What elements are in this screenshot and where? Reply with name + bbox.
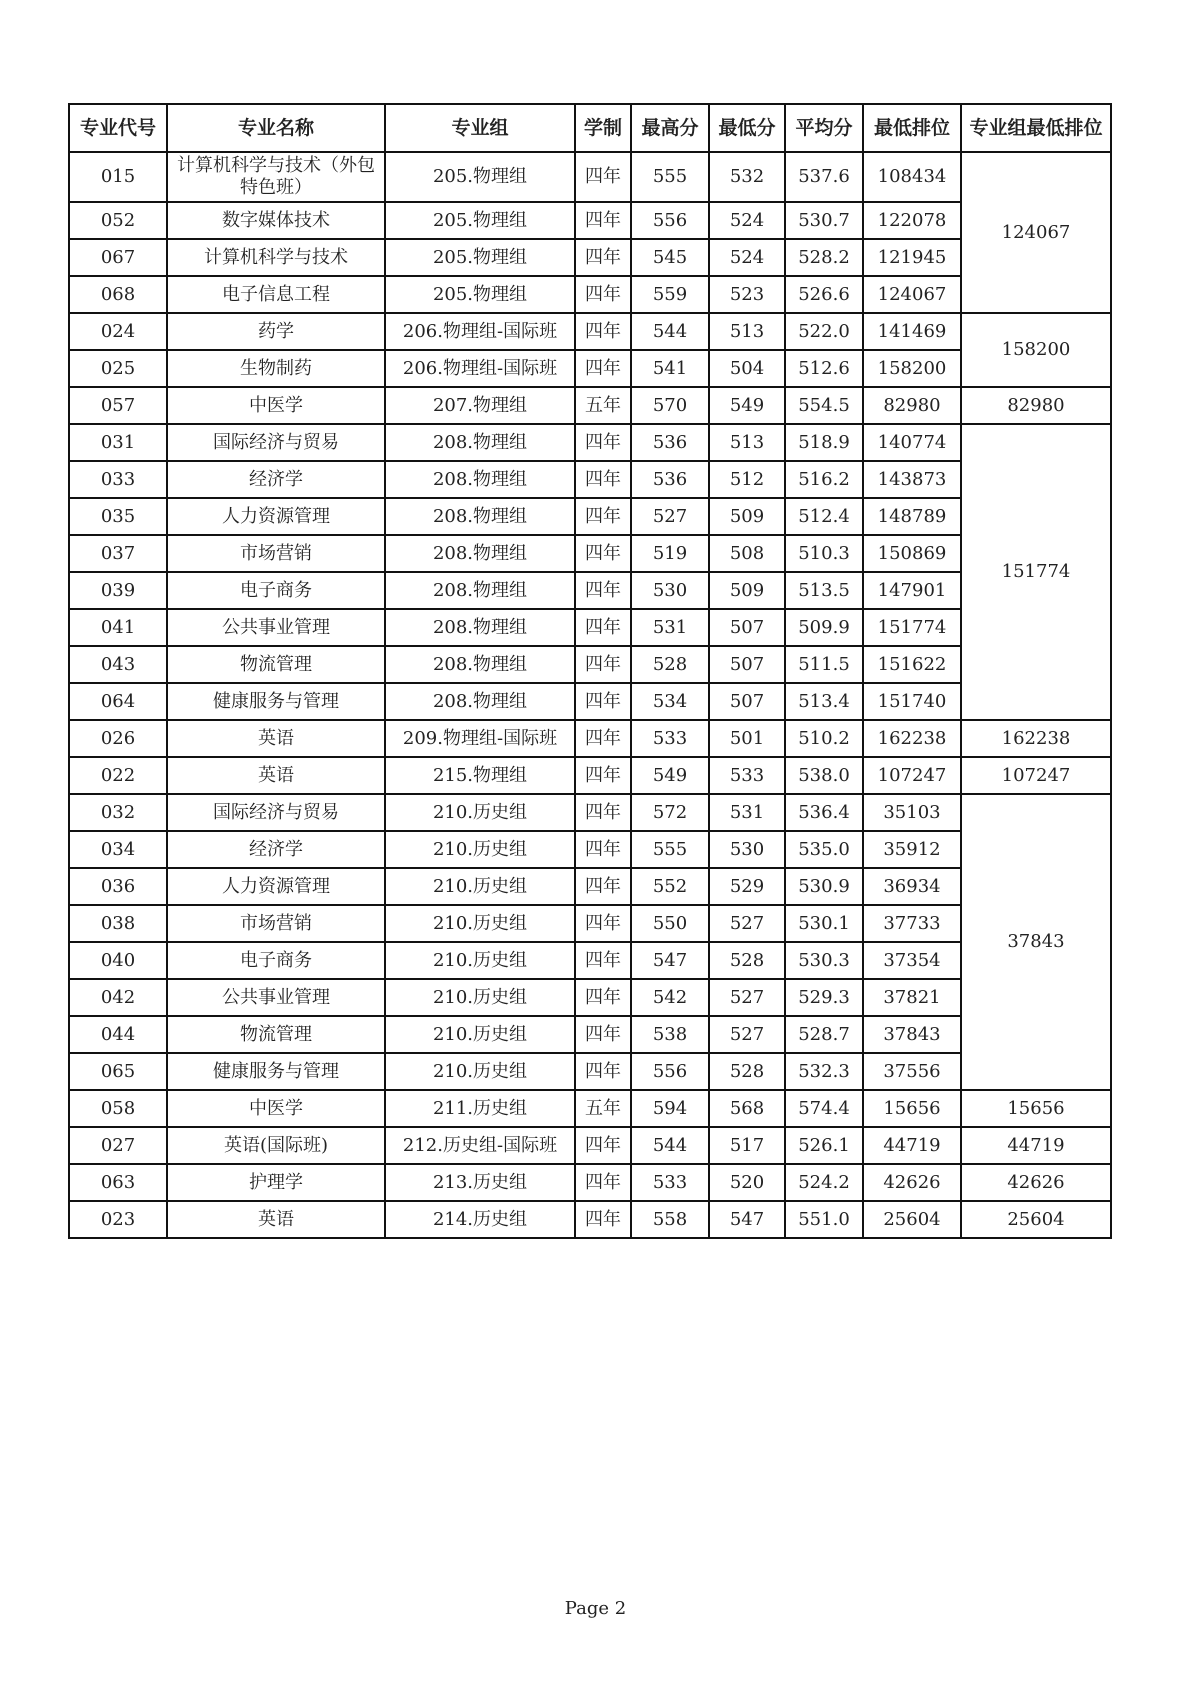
cell-duration: 四年: [575, 831, 631, 868]
cell-major-code: 033: [69, 461, 167, 498]
cell-min-rank: 121945: [863, 239, 961, 276]
cell-duration: 四年: [575, 683, 631, 720]
table-row: [69, 424, 1111, 461]
table-row: [69, 387, 1111, 424]
table-row: [69, 1201, 1111, 1238]
cell-major-name: 物流管理: [167, 1016, 385, 1053]
cell-min-score: 512: [709, 461, 785, 498]
cell-duration: 四年: [575, 152, 631, 202]
cell-avg-score: 513.5: [785, 572, 863, 609]
cell-max-score: 549: [631, 757, 709, 794]
cell-max-score: 536: [631, 461, 709, 498]
cell-major-group: 207.物理组: [385, 387, 575, 424]
header-major-name: 专业名称: [167, 104, 385, 152]
header-major-group: 专业组: [385, 104, 575, 152]
cell-major-code: 035: [69, 498, 167, 535]
cell-major-code: 027: [69, 1127, 167, 1164]
cell-min-rank: 25604: [863, 1201, 961, 1238]
cell-group-min-rank: 158200: [961, 313, 1111, 387]
cell-duration: 五年: [575, 1090, 631, 1127]
cell-max-score: 536: [631, 424, 709, 461]
cell-major-group: 210.历史组: [385, 868, 575, 905]
cell-max-score: 544: [631, 1127, 709, 1164]
cell-min-score: 529: [709, 868, 785, 905]
cell-major-group: 205.物理组: [385, 276, 575, 313]
cell-major-code: 057: [69, 387, 167, 424]
cell-avg-score: 538.0: [785, 757, 863, 794]
cell-min-score: 509: [709, 572, 785, 609]
cell-min-score: 507: [709, 646, 785, 683]
cell-duration: 四年: [575, 979, 631, 1016]
cell-avg-score: 574.4: [785, 1090, 863, 1127]
table-row: [69, 905, 1111, 942]
cell-duration: 四年: [575, 239, 631, 276]
cell-max-score: 570: [631, 387, 709, 424]
cell-min-rank: 35103: [863, 794, 961, 831]
table-row: [69, 1127, 1111, 1164]
cell-major-name: 健康服务与管理: [167, 1053, 385, 1090]
cell-max-score: 544: [631, 313, 709, 350]
cell-min-score: 527: [709, 979, 785, 1016]
cell-min-score: 513: [709, 313, 785, 350]
cell-min-rank: 15656: [863, 1090, 961, 1127]
cell-min-rank: 44719: [863, 1127, 961, 1164]
cell-avg-score: 522.0: [785, 313, 863, 350]
cell-avg-score: 529.3: [785, 979, 863, 1016]
cell-min-score: 524: [709, 202, 785, 239]
cell-group-min-rank: 107247: [961, 757, 1111, 794]
cell-min-score: 501: [709, 720, 785, 757]
table-row: [69, 350, 1111, 387]
cell-min-rank: 37354: [863, 942, 961, 979]
cell-duration: 四年: [575, 720, 631, 757]
cell-min-rank: 151622: [863, 646, 961, 683]
table-row: [69, 646, 1111, 683]
cell-major-code: 043: [69, 646, 167, 683]
cell-max-score: 519: [631, 535, 709, 572]
cell-min-rank: 124067: [863, 276, 961, 313]
cell-duration: 四年: [575, 609, 631, 646]
cell-duration: 四年: [575, 572, 631, 609]
cell-major-group: 208.物理组: [385, 535, 575, 572]
cell-major-group: 210.历史组: [385, 979, 575, 1016]
cell-major-name: 英语: [167, 720, 385, 757]
cell-min-rank: 82980: [863, 387, 961, 424]
cell-avg-score: 528.7: [785, 1016, 863, 1053]
table-row: [69, 572, 1111, 609]
cell-min-rank: 148789: [863, 498, 961, 535]
table-row: [69, 720, 1111, 757]
cell-min-rank: 107247: [863, 757, 961, 794]
table-row: [69, 683, 1111, 720]
cell-major-code: 031: [69, 424, 167, 461]
cell-group-min-rank: 162238: [961, 720, 1111, 757]
cell-min-rank: 108434: [863, 152, 961, 202]
cell-major-group: 214.历史组: [385, 1201, 575, 1238]
cell-group-min-rank: 15656: [961, 1090, 1111, 1127]
cell-major-name: 英语: [167, 1201, 385, 1238]
cell-major-group: 213.历史组: [385, 1164, 575, 1201]
cell-max-score: 528: [631, 646, 709, 683]
cell-major-code: 041: [69, 609, 167, 646]
table-row: [69, 461, 1111, 498]
cell-major-code: 040: [69, 942, 167, 979]
cell-avg-score: 532.3: [785, 1053, 863, 1090]
cell-major-group: 205.物理组: [385, 152, 575, 202]
cell-major-group: 210.历史组: [385, 905, 575, 942]
cell-duration: 四年: [575, 794, 631, 831]
cell-min-rank: 37843: [863, 1016, 961, 1053]
cell-major-code: 034: [69, 831, 167, 868]
cell-major-group: 210.历史组: [385, 942, 575, 979]
cell-major-code: 023: [69, 1201, 167, 1238]
cell-major-code: 015: [69, 152, 167, 202]
cell-group-min-rank: 151774: [961, 424, 1111, 720]
cell-avg-score: 512.4: [785, 498, 863, 535]
cell-min-rank: 162238: [863, 720, 961, 757]
cell-max-score: 545: [631, 239, 709, 276]
table-header-row: [69, 104, 1111, 152]
cell-major-group: 206.物理组-国际班: [385, 350, 575, 387]
header-group-min-rank: 专业组最低排位: [961, 104, 1111, 152]
cell-major-code: 042: [69, 979, 167, 1016]
cell-duration: 四年: [575, 350, 631, 387]
cell-min-score: 517: [709, 1127, 785, 1164]
cell-max-score: 556: [631, 202, 709, 239]
cell-group-min-rank: 37843: [961, 794, 1111, 1090]
cell-major-code: 068: [69, 276, 167, 313]
cell-min-rank: 147901: [863, 572, 961, 609]
cell-duration: 四年: [575, 276, 631, 313]
table-row: [69, 868, 1111, 905]
cell-avg-score: 513.4: [785, 683, 863, 720]
cell-major-name: 生物制药: [167, 350, 385, 387]
cell-major-code: 039: [69, 572, 167, 609]
page-number: Page 2: [564, 1598, 627, 1619]
table-row: [69, 831, 1111, 868]
cell-major-name: 国际经济与贸易: [167, 794, 385, 831]
cell-major-name: 中医学: [167, 1090, 385, 1127]
cell-major-code: 037: [69, 535, 167, 572]
cell-max-score: 527: [631, 498, 709, 535]
cell-major-name: 经济学: [167, 831, 385, 868]
cell-avg-score: 528.2: [785, 239, 863, 276]
cell-min-rank: 42626: [863, 1164, 961, 1201]
cell-major-name: 人力资源管理: [167, 868, 385, 905]
cell-major-group: 208.物理组: [385, 609, 575, 646]
header-min-rank: 最低排位: [863, 104, 961, 152]
cell-avg-score: 524.2: [785, 1164, 863, 1201]
cell-min-score: 568: [709, 1090, 785, 1127]
cell-duration: 四年: [575, 1016, 631, 1053]
cell-max-score: 530: [631, 572, 709, 609]
cell-duration: 四年: [575, 757, 631, 794]
cell-major-code: 058: [69, 1090, 167, 1127]
cell-avg-score: 510.3: [785, 535, 863, 572]
table-row: [69, 239, 1111, 276]
cell-major-name: 英语(国际班): [167, 1127, 385, 1164]
cell-major-code: 024: [69, 313, 167, 350]
cell-major-name: 公共事业管理: [167, 979, 385, 1016]
cell-major-name: 中医学: [167, 387, 385, 424]
cell-min-rank: 37821: [863, 979, 961, 1016]
cell-avg-score: 530.7: [785, 202, 863, 239]
cell-min-score: 527: [709, 905, 785, 942]
cell-group-min-rank: 82980: [961, 387, 1111, 424]
cell-min-score: 549: [709, 387, 785, 424]
cell-major-group: 210.历史组: [385, 1016, 575, 1053]
cell-major-group: 208.物理组: [385, 424, 575, 461]
cell-major-name: 健康服务与管理: [167, 683, 385, 720]
cell-duration: 四年: [575, 868, 631, 905]
cell-duration: 四年: [575, 535, 631, 572]
cell-major-group: 208.物理组: [385, 683, 575, 720]
table-row: [69, 942, 1111, 979]
table-row: [69, 535, 1111, 572]
cell-max-score: 541: [631, 350, 709, 387]
cell-avg-score: 526.6: [785, 276, 863, 313]
cell-major-name: 计算机科学与技术（外包特色班）: [167, 152, 385, 202]
cell-duration: 四年: [575, 313, 631, 350]
cell-min-score: 507: [709, 683, 785, 720]
cell-avg-score: 512.6: [785, 350, 863, 387]
cell-major-name: 国际经济与贸易: [167, 424, 385, 461]
table-row: [69, 152, 1111, 202]
cell-avg-score: 535.0: [785, 831, 863, 868]
table-row: [69, 313, 1111, 350]
cell-avg-score: 530.3: [785, 942, 863, 979]
cell-avg-score: 554.5: [785, 387, 863, 424]
header-max-score: 最高分: [631, 104, 709, 152]
cell-max-score: 533: [631, 720, 709, 757]
cell-major-group: 215.物理组: [385, 757, 575, 794]
cell-max-score: 550: [631, 905, 709, 942]
cell-duration: 四年: [575, 202, 631, 239]
cell-min-score: 524: [709, 239, 785, 276]
cell-min-score: 547: [709, 1201, 785, 1238]
cell-major-name: 数字媒体技术: [167, 202, 385, 239]
cell-major-group: 206.物理组-国际班: [385, 313, 575, 350]
cell-major-name: 计算机科学与技术: [167, 239, 385, 276]
cell-min-score: 509: [709, 498, 785, 535]
table-row: [69, 1016, 1111, 1053]
table-row: [69, 757, 1111, 794]
header-duration: 学制: [575, 104, 631, 152]
cell-min-rank: 122078: [863, 202, 961, 239]
cell-max-score: 555: [631, 831, 709, 868]
cell-max-score: 572: [631, 794, 709, 831]
cell-max-score: 542: [631, 979, 709, 1016]
cell-major-name: 电子商务: [167, 942, 385, 979]
cell-duration: 四年: [575, 1053, 631, 1090]
cell-avg-score: 530.9: [785, 868, 863, 905]
cell-group-min-rank: 124067: [961, 152, 1111, 313]
cell-major-code: 036: [69, 868, 167, 905]
cell-duration: 四年: [575, 498, 631, 535]
header-major-code: 专业代号: [69, 104, 167, 152]
table-row: [69, 498, 1111, 535]
cell-min-rank: 140774: [863, 424, 961, 461]
cell-duration: 四年: [575, 1201, 631, 1238]
cell-major-name: 电子商务: [167, 572, 385, 609]
cell-major-code: 025: [69, 350, 167, 387]
cell-group-min-rank: 44719: [961, 1127, 1111, 1164]
cell-avg-score: 551.0: [785, 1201, 863, 1238]
cell-duration: 五年: [575, 387, 631, 424]
table-row: [69, 609, 1111, 646]
cell-min-score: 528: [709, 942, 785, 979]
cell-major-group: 209.物理组-国际班: [385, 720, 575, 757]
cell-major-code: 067: [69, 239, 167, 276]
cell-avg-score: 509.9: [785, 609, 863, 646]
cell-major-name: 市场营销: [167, 905, 385, 942]
cell-major-code: 026: [69, 720, 167, 757]
cell-avg-score: 518.9: [785, 424, 863, 461]
cell-min-score: 520: [709, 1164, 785, 1201]
cell-group-min-rank: 25604: [961, 1201, 1111, 1238]
cell-major-group: 208.物理组: [385, 646, 575, 683]
cell-major-code: 063: [69, 1164, 167, 1201]
header-avg-score: 平均分: [785, 104, 863, 152]
cell-major-name: 电子信息工程: [167, 276, 385, 313]
cell-major-group: 211.历史组: [385, 1090, 575, 1127]
cell-major-code: 064: [69, 683, 167, 720]
cell-min-rank: 143873: [863, 461, 961, 498]
cell-duration: 四年: [575, 1164, 631, 1201]
cell-major-group: 208.物理组: [385, 498, 575, 535]
table-row: [69, 276, 1111, 313]
cell-duration: 四年: [575, 461, 631, 498]
cell-major-name: 护理学: [167, 1164, 385, 1201]
cell-max-score: 558: [631, 1201, 709, 1238]
cell-max-score: 556: [631, 1053, 709, 1090]
cell-avg-score: 536.4: [785, 794, 863, 831]
cell-max-score: 552: [631, 868, 709, 905]
table-row: [69, 1053, 1111, 1090]
cell-min-rank: 37733: [863, 905, 961, 942]
table-row: [69, 979, 1111, 1016]
cell-min-score: 513: [709, 424, 785, 461]
cell-min-score: 507: [709, 609, 785, 646]
cell-min-rank: 151774: [863, 609, 961, 646]
cell-major-code: 032: [69, 794, 167, 831]
cell-major-code: 044: [69, 1016, 167, 1053]
cell-major-name: 市场营销: [167, 535, 385, 572]
cell-duration: 四年: [575, 942, 631, 979]
cell-min-rank: 158200: [863, 350, 961, 387]
cell-min-score: 504: [709, 350, 785, 387]
admission-scores-table: [68, 103, 1112, 1239]
cell-major-name: 物流管理: [167, 646, 385, 683]
cell-duration: 四年: [575, 905, 631, 942]
cell-min-rank: 35912: [863, 831, 961, 868]
table-row: [69, 1090, 1111, 1127]
cell-group-min-rank: 42626: [961, 1164, 1111, 1201]
cell-major-group: 208.物理组: [385, 572, 575, 609]
cell-max-score: 594: [631, 1090, 709, 1127]
cell-min-score: 523: [709, 276, 785, 313]
cell-min-rank: 37556: [863, 1053, 961, 1090]
cell-major-code: 065: [69, 1053, 167, 1090]
cell-duration: 四年: [575, 1127, 631, 1164]
table-row: [69, 202, 1111, 239]
cell-min-rank: 36934: [863, 868, 961, 905]
cell-min-score: 532: [709, 152, 785, 202]
cell-major-group: 212.历史组-国际班: [385, 1127, 575, 1164]
cell-max-score: 534: [631, 683, 709, 720]
cell-major-name: 人力资源管理: [167, 498, 385, 535]
cell-major-group: 205.物理组: [385, 202, 575, 239]
table-row: [69, 1164, 1111, 1201]
cell-major-group: 210.历史组: [385, 1053, 575, 1090]
cell-major-code: 022: [69, 757, 167, 794]
cell-max-score: 538: [631, 1016, 709, 1053]
cell-min-score: 533: [709, 757, 785, 794]
cell-major-name: 经济学: [167, 461, 385, 498]
cell-min-score: 527: [709, 1016, 785, 1053]
cell-major-name: 英语: [167, 757, 385, 794]
cell-min-rank: 151740: [863, 683, 961, 720]
cell-min-score: 530: [709, 831, 785, 868]
cell-max-score: 559: [631, 276, 709, 313]
cell-duration: 四年: [575, 646, 631, 683]
cell-min-score: 528: [709, 1053, 785, 1090]
cell-min-rank: 150869: [863, 535, 961, 572]
cell-avg-score: 537.6: [785, 152, 863, 202]
cell-major-code: 052: [69, 202, 167, 239]
header-min-score: 最低分: [709, 104, 785, 152]
cell-min-score: 508: [709, 535, 785, 572]
cell-major-name: 公共事业管理: [167, 609, 385, 646]
cell-min-rank: 141469: [863, 313, 961, 350]
cell-major-group: 210.历史组: [385, 794, 575, 831]
cell-duration: 四年: [575, 424, 631, 461]
cell-major-group: 208.物理组: [385, 461, 575, 498]
cell-major-group: 205.物理组: [385, 239, 575, 276]
cell-max-score: 547: [631, 942, 709, 979]
cell-avg-score: 511.5: [785, 646, 863, 683]
cell-max-score: 555: [631, 152, 709, 202]
table-row: [69, 794, 1111, 831]
cell-avg-score: 526.1: [785, 1127, 863, 1164]
cell-major-code: 038: [69, 905, 167, 942]
cell-min-score: 531: [709, 794, 785, 831]
cell-max-score: 533: [631, 1164, 709, 1201]
cell-avg-score: 510.2: [785, 720, 863, 757]
cell-major-group: 210.历史组: [385, 831, 575, 868]
cell-avg-score: 516.2: [785, 461, 863, 498]
cell-avg-score: 530.1: [785, 905, 863, 942]
cell-max-score: 531: [631, 609, 709, 646]
cell-major-name: 药学: [167, 313, 385, 350]
